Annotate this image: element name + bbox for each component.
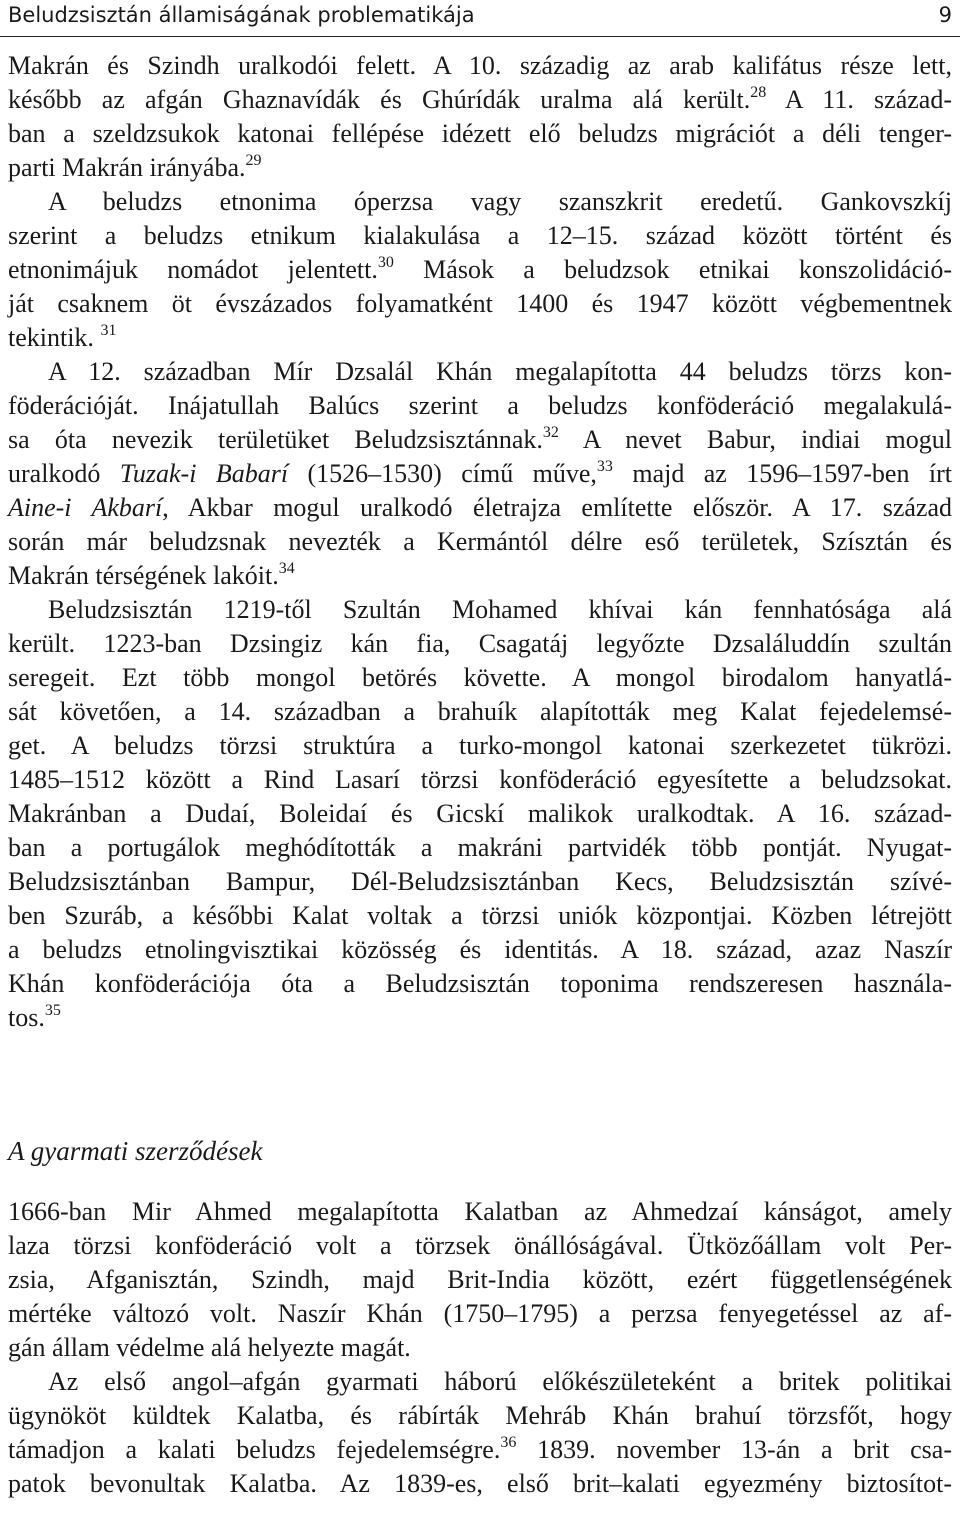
italic-title: Aine-i Akbarí: [8, 493, 163, 522]
footnote-ref: 30: [377, 254, 394, 271]
page-number: 9: [938, 3, 952, 27]
footnote-ref: 28: [750, 84, 767, 101]
body-line: uralkodó Tuzak-i Babarí (1526–1530) című műve,$^{33}$ majd az 1596–1597-ben írt: [8, 458, 952, 488]
body-line: Beludzsisztánban Bampur, Dél-Beludzsisztánban Kecs, Beludzsisztán szívé-: [8, 867, 952, 896]
body-line: tekintik. $^{31}$: [8, 322, 117, 352]
footnote-ref: 36: [500, 1434, 517, 1451]
section-heading: A gyarmati szerződések: [8, 1136, 263, 1166]
running-header: [0, 0, 960, 37]
body-line: Aine-i Akbarí, Akbar mogul uralkodó életrajza említette először. A 17. század: [8, 493, 952, 522]
footnote-ref: 29: [245, 152, 262, 169]
body-line: A beludzs etnonima óperzsa vagy szanszkrit eredetű. Gankovszkíj: [48, 187, 952, 216]
body-line: később az afgán Ghaznavídák és Ghúrídák uralma alá került.$^{28}$ A 11. század-: [8, 84, 952, 114]
body-line: zsia, Afganisztán, Szindh, majd Brit-India között, ezért függetlenségének: [8, 1265, 952, 1294]
body-line: sa óta nevezik területüket Beludzsisztánnak.$^{32}$ A nevet Babur, indiai mogul: [8, 424, 953, 454]
body-line: Az első angol–afgán gyarmati háború előkészületeként a britek politikai: [48, 1367, 952, 1396]
italic-title: Tuzak-i Babarí: [119, 459, 289, 488]
body-line: laza törzsi konföderáció volt a törzsek önállóságával. Ütközőállam volt Per-: [8, 1231, 952, 1260]
body-line: ben Szuráb, a későbbi Kalat voltak a törzsi uniók központjai. Közben létrejött: [8, 901, 952, 930]
footnote-ref: 31: [100, 322, 117, 339]
body-line: került. 1223-ban Dzsingiz kán fia, Csagatáj legyőzte Dzsaláluddín szultán: [8, 629, 952, 658]
body-line: a beludzs etnolingvisztikai közösség és identitás. A 18. század, azaz Naszír: [8, 935, 952, 964]
body-line: 1666-ban Mir Ahmed megalapította Kalatban az Ahmedzaí kánságot, amely: [8, 1197, 952, 1226]
footnote-ref: 33: [596, 458, 613, 475]
body-line: 1485–1512 között a Rind Lasarí törzsi konföderáció egyesítette a beludzsokat.: [8, 765, 952, 794]
body-line: Makrán térségének lakóit.$^{34}$: [8, 560, 295, 590]
body-line: etnonimájuk nomádot jelentett.$^{30}$ Mások a beludzsok etnikai konszolidáció-: [8, 254, 952, 284]
body-line: A 12. században Mír Dzsalál Khán megalapította 44 beludzs törzs kon-: [48, 357, 952, 386]
body-line: ban a portugálok meghódították a makráni partvidék több pontját. Nyugat-: [8, 833, 952, 862]
body-line: Makránban a Dudaí, Boleidaí és Gicskí malikok uralkodtak. A 16. század-: [8, 799, 952, 828]
body-line: ban a szeldzsukok katonai fellépése idézett elő beludzs migrációt a déli tenger-: [8, 119, 952, 148]
body-line: mértéke változó volt. Naszír Khán (1750–1795) a perzsa fenyegetéssel az af-: [8, 1299, 952, 1328]
body-line: Beludzsisztán 1219-től Szultán Mohamed khívai kán fennhatósága alá: [48, 595, 952, 624]
body-line: föderációját. Inájatullah Balúcs szerint a beludzs konföderáció megalakulá-: [8, 391, 952, 420]
body-line: ügynököt küldtek Kalatba, és rábírták Mehráb Khán brahuí törzsfőt, hogy: [8, 1401, 952, 1430]
body-line: patok bevonultak Kalatba. Az 1839-es, első brit–kalati egyezmény biztosítot-: [8, 1469, 952, 1498]
body-line: támadjon a kalati beludzs fejedelemségre.$^{36}$ 1839. november 13-án a brit csa-: [8, 1434, 952, 1464]
body-line: tos.$^{35}$: [8, 1002, 61, 1032]
body-line: parti Makrán irányába.$^{29}$: [8, 152, 262, 182]
footnote-ref: 34: [278, 560, 295, 577]
body-line: gán állam védelme alá helyezte magát.: [8, 1333, 411, 1362]
body-line: ját csaknem öt évszázados folyamatként 1400 és 1947 között végbementnek: [8, 289, 952, 318]
body-line: során már beludzsnak nevezték a Kermántól délre eső területek, Szísztán és: [8, 527, 952, 556]
running-header-title: Beludzsisztán államiságának problematikája: [8, 3, 475, 27]
body-line: szerint a beludzs etnikum kialakulása a 12–15. század között történt és: [8, 221, 952, 250]
body-line: Khán konföderációja óta a Beludzsisztán toponima rendszeresen használa-: [8, 969, 952, 998]
footnote-ref: 32: [542, 424, 559, 441]
body-line: get. A beludzs törzsi struktúra a turko-mongol katonai szerkezetet tükrözi.: [8, 731, 952, 760]
body-line: seregeit. Ezt több mongol betörés követte. A mongol birodalom hanyatlá-: [8, 663, 952, 692]
body-line: Makrán és Szindh uralkodói felett. A 10. századig az arab kalifátus része lett,: [8, 51, 952, 80]
body-line: sát követően, a 14. században a brahuík alapították meg Kalat fejedelemsé-: [8, 697, 952, 726]
footnote-ref: 35: [44, 1002, 61, 1019]
